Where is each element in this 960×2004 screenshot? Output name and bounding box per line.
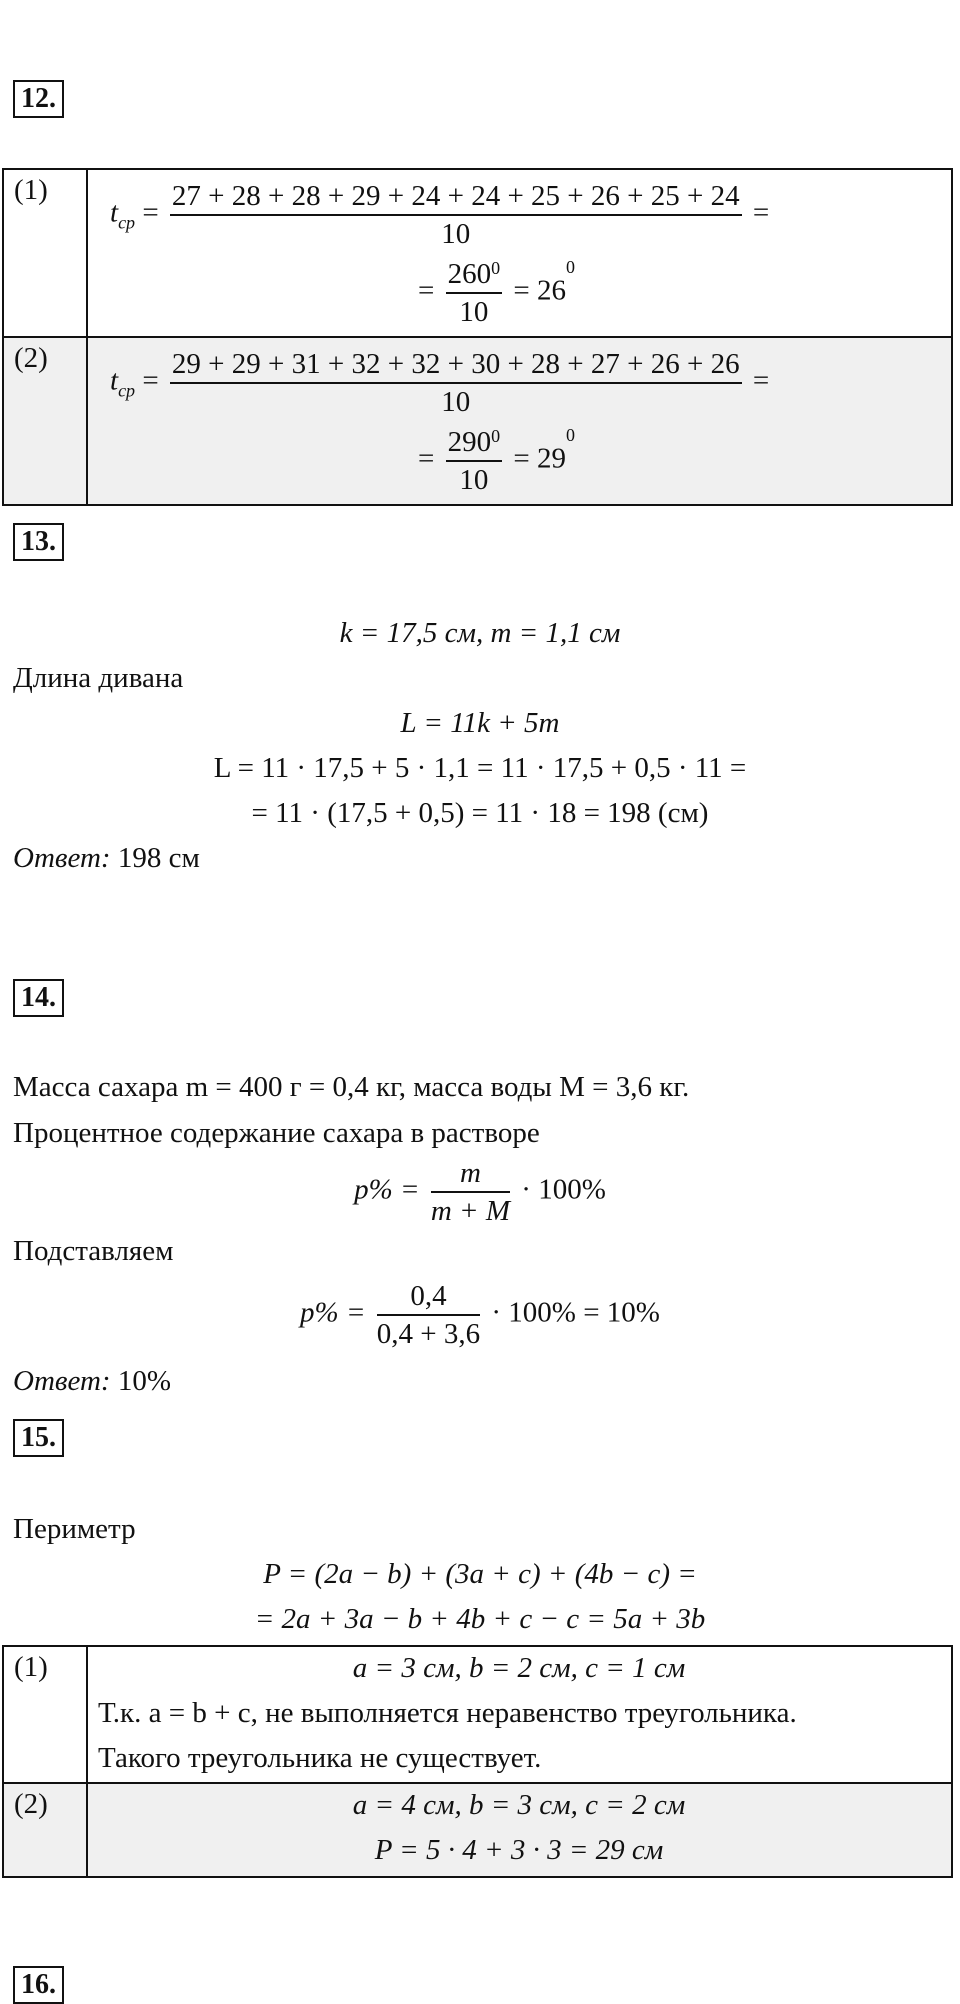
numerator: m <box>431 1155 510 1193</box>
row-label: (2) <box>3 337 87 505</box>
result: 29 <box>536 442 566 475</box>
numerator: 27 + 28 + 28 + 29 + 24 + 24 + 25 + 26 + 25 + 24 <box>170 178 742 216</box>
res-num: 260 <box>447 258 492 290</box>
res-den: 10 <box>459 464 489 496</box>
text-percentage: Процентное содержание сахара в растворе <box>13 1117 540 1149</box>
res-num: 290 <box>447 426 492 458</box>
problem-number-16: 16. <box>13 1966 64 2004</box>
table-problem-15 <box>2 1645 953 1878</box>
formula-t-avg-2: $t_{cp}$ = $\frac{29 + 29 + 31 + 32 + 32 + 30 + 28 + 27 + 26 + 26}{10}$ = <box>110 348 770 418</box>
formula-t-avg-1: $t_{cp}$ = $\frac{27 + 28 + 28 + 29 + 24 + 24 + 25 + 26 + 25 + 24}{10}$ = <box>110 180 770 250</box>
equation-P: P = (2a − b) + (3a + c) + (4b − c) = <box>263 1558 697 1590</box>
deg: 0 <box>491 258 501 278</box>
row-content <box>87 337 952 505</box>
deg: 0 <box>565 425 575 445</box>
answer-13 <box>13 841 200 875</box>
row-content <box>87 1646 952 1783</box>
result: 26 <box>536 274 566 307</box>
table-problem-12 <box>2 168 953 506</box>
given-values: k = 17,5 см, m = 1,1 см <box>339 617 621 649</box>
equation-L-calc: L = 11 · 17,5 + 5 · 1,1 = 11 · 17,5 + 0,5 · 11 = <box>213 752 747 784</box>
problem-number-13: 13. <box>13 523 64 561</box>
problem-number-12: 12. <box>13 80 64 118</box>
numerator: 0,4 <box>377 1278 480 1316</box>
equation-L: L = 11k + 5m <box>400 707 560 739</box>
row-label: (1) <box>3 169 87 337</box>
equation-P-simplified: = 2a + 3a − b + 4b + c − c = 5a + 3b <box>254 1603 706 1635</box>
numerator: 29 + 29 + 31 + 32 + 32 + 30 + 28 + 27 + 26 + 26 <box>170 346 742 384</box>
case1-conclusion: Такого треугольника не существует. <box>98 1742 542 1774</box>
row-label: (1) <box>3 1646 87 1783</box>
text-masses: Масса сахара m = 400 г = 0,4 кг, масса воды M = 3,6 кг. <box>13 1071 690 1103</box>
problem-number-15: 15. <box>13 1419 64 1457</box>
denominator: 10 <box>441 218 471 250</box>
row-content <box>87 1783 952 1877</box>
answer-value: 198 см <box>117 842 200 874</box>
formula-substituted: p% = $\frac{0,4}{0,4 + 3,6}$ · 100% = 10% <box>300 1280 660 1350</box>
case1-reason: Т.к. a = b + c, не выполняется неравенство треугольника. <box>98 1697 797 1729</box>
case1-values: a = 3 см, b = 2 см, c = 1 см <box>352 1652 686 1684</box>
row-content <box>87 169 952 337</box>
text-substitute: Подставляем <box>13 1235 174 1267</box>
res-den: 10 <box>459 296 489 328</box>
answer-14 <box>13 1364 171 1398</box>
case2-values: a = 4 см, b = 3 см, c = 2 см <box>352 1789 686 1821</box>
formula-result-1: = $\frac{260^0}{10}$ = $26^0$ <box>418 257 575 328</box>
answer-label: Ответ: <box>13 842 111 874</box>
deg: 0 <box>491 426 501 446</box>
formula-result-2: = $\frac{290^0}{10}$ = $29^0$ <box>418 425 575 496</box>
problem-number-14: 14. <box>13 979 64 1017</box>
equation-L-result: = 11 · (17,5 + 0,5) = 11 · 18 = 198 (см) <box>251 797 709 829</box>
denominator: 0,4 + 3,6 <box>376 1318 481 1350</box>
denominator: m + M <box>430 1195 511 1227</box>
case2-perimeter: P = 5 · 4 + 3 · 3 = 29 см <box>374 1834 664 1866</box>
deg: 0 <box>565 257 575 277</box>
row-label: (2) <box>3 1783 87 1877</box>
formula-percentage: p% = $\frac{m}{m + M}$ · 100% <box>354 1157 606 1227</box>
text-sofa-length: Длина дивана <box>13 662 184 694</box>
answer-value: 10% <box>117 1365 171 1397</box>
text-perimeter: Периметр <box>13 1513 136 1545</box>
denominator: 10 <box>441 386 471 418</box>
answer-label: Ответ: <box>13 1365 111 1397</box>
